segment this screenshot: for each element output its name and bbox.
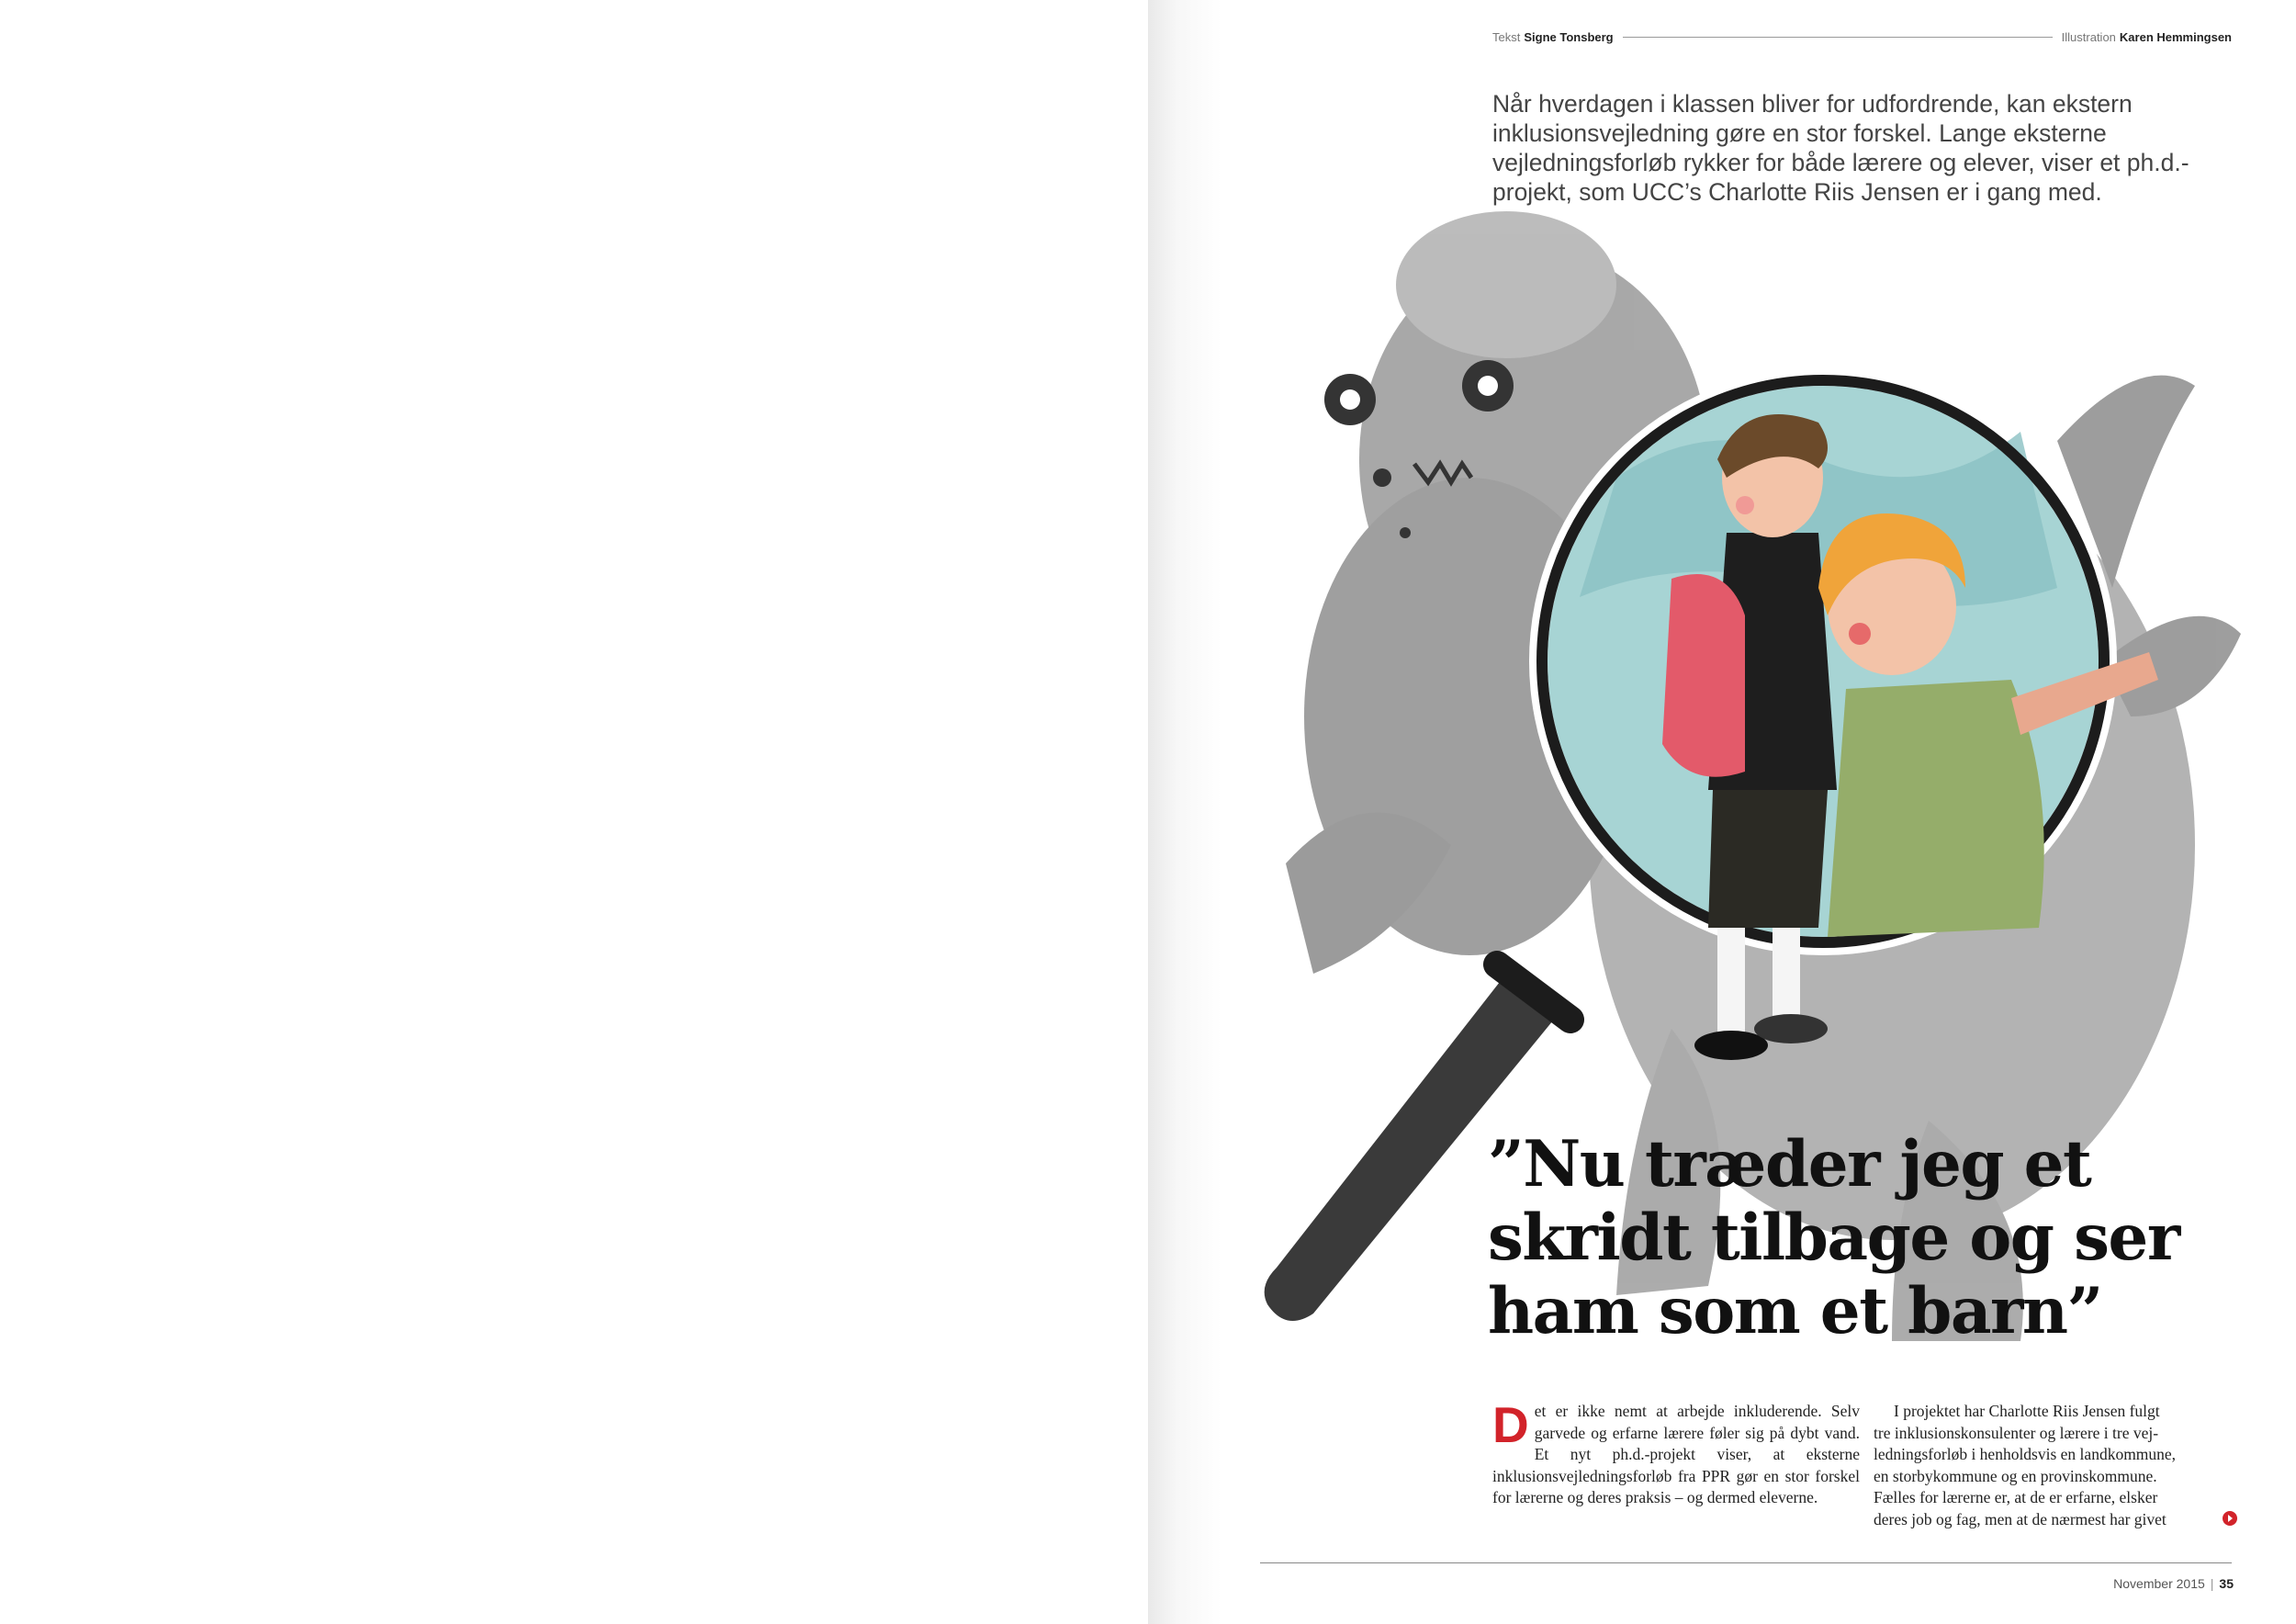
headline-line-2: skridt tilbage og ser [1488,1201,2179,1275]
body-column-2-line-2: tre inklusionskonsulenter og lærere i tre vej- [1874,1423,2159,1442]
body-column-2-line-3: ledningsforløb i henholdsvis en landkommune, [1874,1445,2177,1463]
body-column-2-line-5: Fælles for lærerne er, at de er erfarne, elsker [1874,1488,2158,1506]
body-column-2-line-6: deres job og fag, men at de nærmest har givet [1874,1509,2167,1528]
body-column-2-line-1: I projektet har Charlotte Riis Jensen fulgt [1894,1402,2160,1420]
illustration-credit-label: Illustration [2061,29,2116,44]
body-column-2 [1874,1401,2234,1530]
next-arrow-icon[interactable] [2223,1511,2237,1526]
credits-rule [1623,37,2053,38]
body-column-1 [1492,1396,1860,1509]
headline-quote [1488,1128,2241,1348]
page-footer [2020,1576,2234,1591]
body-column-2-line-4: en storbykommune og en provinskommune. [1874,1466,2157,1485]
illustration-credit-author: Karen Hemmingsen [2119,29,2232,44]
headline-line-1: ”Nu træder jeg et [1488,1127,2091,1201]
footer-separator: | [2210,1576,2214,1591]
drop-cap: D [1492,1396,1529,1453]
footer-date: November 2015 [2113,1576,2205,1591]
page-number: 35 [2219,1576,2234,1591]
lead-paragraph: Når hverdagen i klassen bliver for udfordrende, kan ekstern inklusionsvejledning gøre en stor forskel. Lange eksterne vejledningsforløb rykker for både lærere og elever, viser et ph.d.-projekt, som UCC’s Charlotte Riis Jensen er i gang med. [1492,90,2189,206]
credits-bar [1492,28,2232,46]
body-column-1-text: et er ikke nemt at arbejde inkluderende. Selv garvede og erfarne lærere føler sig på dybt vand. Et nyt ph.d.-projekt viser, at eksterne inklusionsvejledningsforløb fra PPR gør en stor forskel for lærerne og deres praksis – og dermed eleverne. [1492,1402,1860,1506]
text-credit-label: Tekst [1492,29,1521,44]
text-credit-author: Signe Tonsberg [1524,29,1614,44]
headline-line-3: ham som et barn” [1488,1274,2102,1348]
footer-rule [1260,1562,2232,1563]
